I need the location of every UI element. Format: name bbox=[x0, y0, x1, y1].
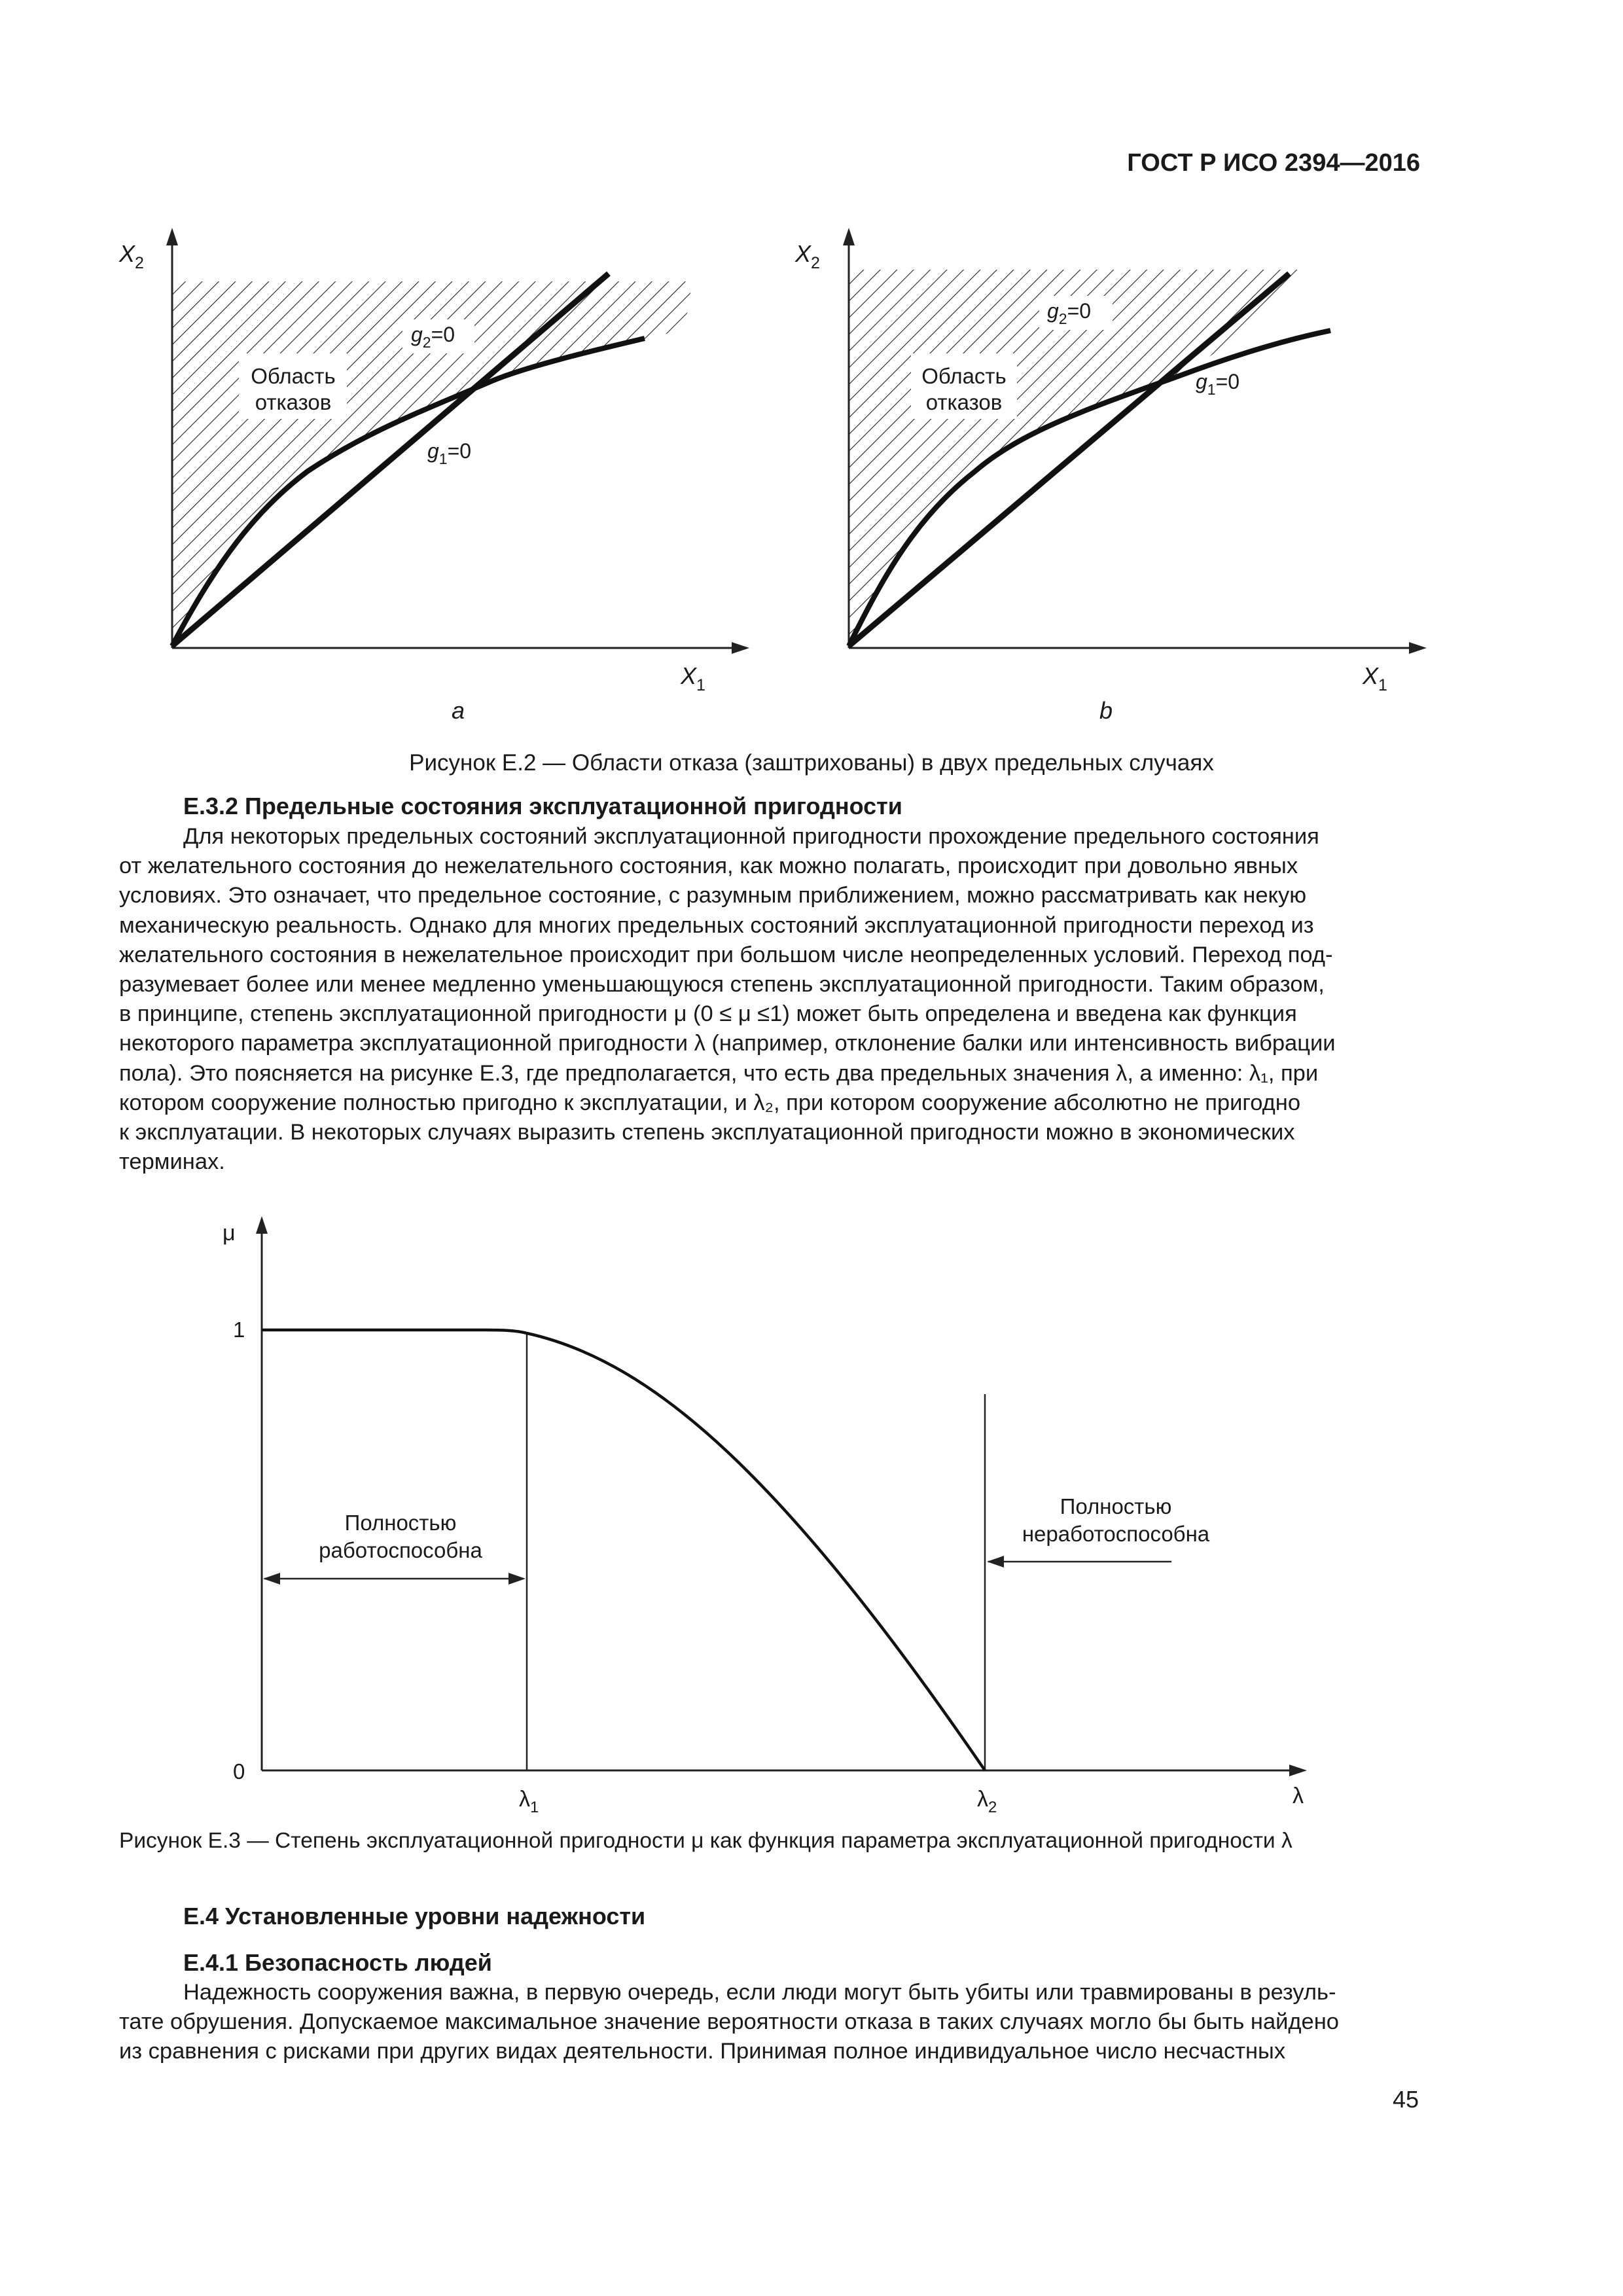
x-axis-arrow-b bbox=[1409, 642, 1427, 654]
panel-tag-a: a bbox=[451, 697, 465, 724]
fully-serviceable-label-1: Полностью bbox=[344, 1511, 457, 1535]
region-label-line2-b: отказов bbox=[925, 390, 1003, 414]
fully-serviceable-arrow-right bbox=[508, 1573, 526, 1585]
x-axis-label-b: $X_1$ bbox=[1363, 662, 1387, 694]
text-line: к эксплуатации. В некоторых случаях выразить степень эксплуатационной пригодности можно в экономических bbox=[119, 1120, 1295, 1145]
section-e4-heading: E.4 Установленные уровни надежности bbox=[183, 1903, 646, 1929]
g2-label-b: $g_2=0$ bbox=[1047, 299, 1092, 327]
figure-e2-caption: Рисунок E.2 — Области отказа (заштрихованы) в двух предельных случаях bbox=[409, 750, 1214, 776]
text-line: из сравнения с рисками при других видах деятельности. Принимая полное индивидуальное число несчастных bbox=[119, 2039, 1286, 2064]
text-line: Для некоторых предельных состояний эксплуатационной пригодности прохождение предельного состояния bbox=[183, 824, 1319, 849]
mu-axis-label: μ bbox=[223, 1221, 236, 1246]
text-line: некоторого параметра эксплуатационной пригодности λ (например, отклонение балки или интенсивность вибрации bbox=[119, 1031, 1336, 1056]
region-label-line1-b: Область bbox=[921, 364, 1007, 388]
g1-label-b: $g_1=0$ bbox=[1196, 370, 1240, 398]
fully-serviceable-arrow-left bbox=[263, 1573, 280, 1585]
lambda-axis-label: λ bbox=[1293, 1784, 1304, 1808]
section-e32-heading: E.3.2 Предельные состояния эксплуатационной пригодности bbox=[183, 793, 902, 819]
text-line: Надежность сооружения важна, в первую очередь, если люди могут быть убиты или травмированы в резуль- bbox=[183, 1980, 1336, 2005]
text-line: тате обрушения. Допускаемое максимальное значение вероятности отказа в таких случаях могло бы быть найдено bbox=[119, 2009, 1339, 2035]
unserviceable-arrow-head bbox=[987, 1556, 1004, 1568]
region-label-line2-a: отказов bbox=[255, 390, 332, 414]
y-axis-arrow-a bbox=[166, 228, 178, 245]
y-tick-1: 1 bbox=[233, 1318, 245, 1342]
text-line: пола). Это поясняется на рисунке E.3, где предполагается, что есть два предельных значения λ, а именно: λ₁, при bbox=[119, 1060, 1319, 1086]
section-e32-body bbox=[119, 822, 1415, 1177]
text-line: котором сооружение полностью пригодно к эксплуатации, и λ₂, при котором сооружение абсолютно не пригодно bbox=[119, 1090, 1301, 1115]
figure-e3 bbox=[0, 1191, 1623, 1820]
text-line: желательного состояния в нежелательное происходит при большом числе неопределенных условий. Переход под- bbox=[119, 942, 1333, 967]
y-axis-label-b: $X_2$ bbox=[795, 240, 820, 272]
figure-e2-panel-b bbox=[794, 228, 1427, 724]
panel-tag-b: b bbox=[1099, 697, 1113, 724]
y-axis-label-a: $X_2$ bbox=[119, 240, 144, 272]
lambda2-label: $\lambda_2$ bbox=[977, 1787, 997, 1816]
figure-e3-caption: Рисунок E.3 — Степень эксплуатационной пригодности μ как функция параметра эксплуатационной пригодности λ bbox=[119, 1829, 1293, 1853]
text-line: механическую реальность. Однако для многих предельных состояний эксплуатационной пригодности переход из bbox=[119, 912, 1314, 938]
text-line: условиях. Это означает, что предельное состояние, с разумным приближением, можно рассматривать как некую bbox=[119, 883, 1307, 908]
unserviceable-label-1: Полностью bbox=[1060, 1494, 1172, 1518]
lambda1-label: $\lambda_1$ bbox=[519, 1787, 539, 1816]
text-line: от желательного состояния до нежелательного состояния, как можно полагать, происходит при довольно явных bbox=[119, 853, 1298, 879]
g2-label-a: $g_2=0$ bbox=[411, 323, 455, 351]
mu-axis-arrow bbox=[256, 1216, 268, 1234]
y-tick-0: 0 bbox=[233, 1759, 245, 1784]
document-code: ГОСТ Р ИСО 2394—2016 bbox=[1127, 149, 1420, 177]
text-line: терминах. bbox=[119, 1149, 225, 1175]
text-line: в принципе, степень эксплуатационной пригодности μ (0 ≤ μ ≤1) может быть определена и введена как функция bbox=[119, 1001, 1297, 1027]
g1-label-a: $g_1=0$ bbox=[427, 439, 472, 467]
text-line: разумевает более или менее медленно уменьшающуюся степень эксплуатационной пригодности. Таким образом, bbox=[119, 972, 1325, 997]
region-label-line1-a: Область bbox=[251, 364, 336, 388]
unserviceable-label-2: неработоспособна bbox=[1022, 1522, 1210, 1546]
section-e41-body bbox=[119, 1978, 1415, 2067]
section-e41-heading: E.4.1 Безопасность людей bbox=[183, 1949, 492, 1976]
page-number: 45 bbox=[1392, 2086, 1419, 2113]
x-axis-label-a: $X_1$ bbox=[681, 662, 705, 694]
y-axis-arrow-b bbox=[843, 228, 855, 245]
fully-serviceable-label-2: работоспособна bbox=[319, 1538, 482, 1562]
x-axis-arrow-a bbox=[732, 642, 749, 654]
figure-e2-panel-a bbox=[118, 228, 749, 724]
figure-e2 bbox=[0, 196, 1623, 759]
lambda-axis-arrow bbox=[1289, 1765, 1307, 1776]
